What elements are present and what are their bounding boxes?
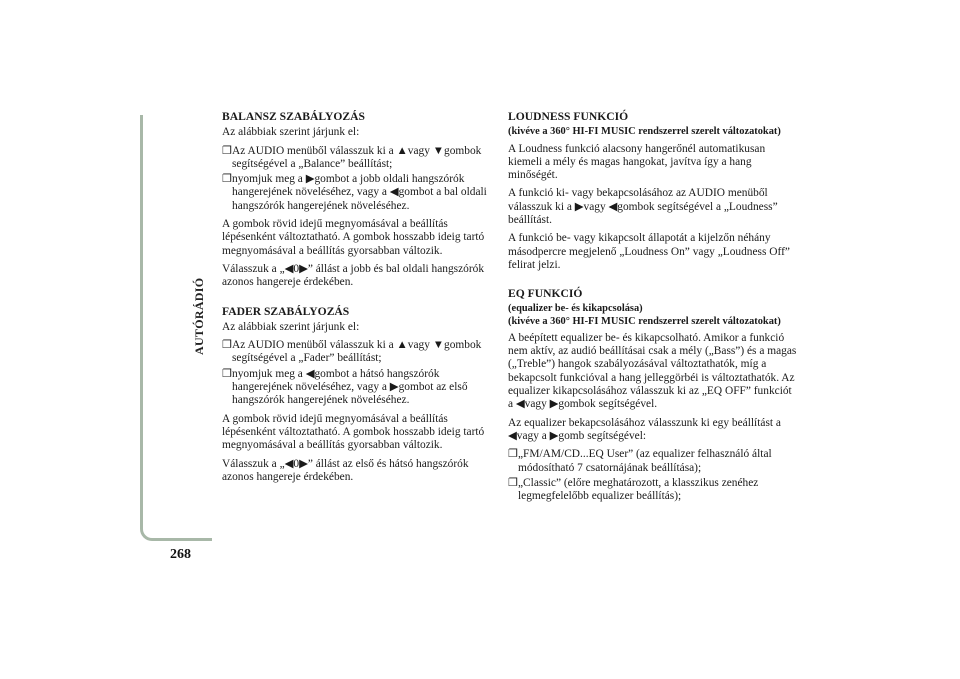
checkbox-bullet-icon: ❐ (508, 476, 518, 489)
balance-intro: Az alábbiak szerint járjunk el: (222, 126, 360, 139)
loudness-paragraph: A Loudness funkció alacsony hangerőnél automatikusan kiemeli a mély és magas hangokat, javítva így a hang minőségét. (508, 142, 766, 182)
loudness-paragraph: A funkció ki- vagy bekapcsolásához az AUDIO menüből válasszuk ki a ▶vagy ◀gombok segítségével a „Loudness” beállítást. (508, 187, 778, 226)
right-column (508, 110, 798, 508)
eq-paragraph: A beépített equalizer be- és kikapcsolható. Amikor a funkció nem aktív, az audió beállításai csak a mély („Bass”) és a magas („Treble”) hangok szabályozásával változtathatók, míg a bekapcsolt funkcióval a hang jelleggörbéi is változtathatók. Az equalizer kikapcsolásához válasszuk ki az „EQ OFF” funkciót a ◀vagy ▶gombok segítségével. (508, 331, 797, 411)
checkbox-bullet-icon: ❐ (222, 173, 232, 186)
eq-heading: EQ FUNKCIÓ (508, 287, 583, 301)
list-item: ❐ nyomjuk meg a ◀gombot a hátsó hangszórók hangerejének növeléséhez, vagy a ▶gombot az első hangszórók hangerejének növeléséhez. (222, 367, 468, 407)
loudness-paragraph: A funkció be- vagy kikapcsolt állapotát a kijelzőn néhány másodpercre megjelenő „Loudness On” vagy „Loudness Off” felirat jelzi. (508, 232, 790, 271)
list-item: ❐ Az AUDIO menüből válasszuk ki a ▲vagy ▼gombok segítségével a „Balance” beállítást; (222, 144, 482, 170)
left-column (222, 110, 494, 489)
fader-paragraph: A gombok rövid idejű megnyomásával a beállítás lépésenként változtatható. A gombok hosszabb ideig tartó megnyomásával a beállítás gyorsabban változik. (222, 412, 485, 452)
list-item: ❐ Az AUDIO menüből válasszuk ki a ▲vagy ▼gombok segítségével a „Fader” beállítást; (222, 339, 482, 365)
balance-paragraph: A gombok rövid idejű megnyomásával a beállítás lépésenként változtatható. A gombok hosszabb ideig tartó megnyomásával a beállítás gyorsabban változik. (222, 218, 485, 257)
fader-steps (222, 339, 494, 407)
checkbox-bullet-icon: ❐ (222, 144, 232, 157)
eq-subheading: (kivéve a 360° HI-FI MUSIC rendszerrel szerelt változatokat) (508, 315, 781, 327)
fader-intro: Az alábbiak szerint járjunk el: (222, 320, 360, 333)
checkbox-bullet-icon: ❐ (222, 367, 232, 380)
checkbox-bullet-icon: ❐ (222, 339, 232, 352)
page-number: 268 (170, 547, 191, 562)
list-item: ❐ nyomjuk meg a ▶gombot a jobb oldali hangszórók hangerejének növeléséhez, vagy a ◀gombot a bal oldali hangszórók hangerejének növeléséhez. (222, 173, 487, 212)
checkbox-bullet-icon: ❐ (508, 448, 518, 461)
eq-paragraph: Az equalizer bekapcsolásához válasszunk ki egy beállítást a ◀vagy a ▶gomb segítségével: (508, 416, 781, 442)
balance-paragraph: Válasszuk a „◀0▶” állást a jobb és bal oldali hangszórók azonos hangereje érdekében. (222, 262, 485, 289)
balance-heading: BALANSZ SZABÁLYOZÁS (222, 110, 365, 123)
loudness-subheading: (kivéve a 360° HI-FI MUSIC rendszerrel szerelt változatokat) (508, 126, 781, 138)
section-label: AUTÓRÁDIÓ (192, 277, 206, 355)
balance-steps (222, 145, 494, 213)
fader-paragraph: Válasszuk a „◀0▶” állást az első és hátsó hangszórók azonos hangereje érdekében. (222, 457, 469, 483)
fader-heading: FADER SZABÁLYOZÁS (222, 304, 350, 318)
eq-presets (508, 448, 798, 503)
loudness-heading: LOUDNESS FUNKCIÓ (508, 110, 629, 123)
eq-subheading: (equalizer be- és kikapcsolása) (508, 303, 643, 315)
list-item: ❐ „FM/AM/CD...EQ User” (az equalizer felhasználó által módosítható 7 csatornájának beállítása); (508, 448, 772, 474)
list-item: ❐ „Classic” (előre meghatározott, a klasszikus zenéhez legmegfelelőbb equalizer beállítás); (508, 476, 759, 503)
